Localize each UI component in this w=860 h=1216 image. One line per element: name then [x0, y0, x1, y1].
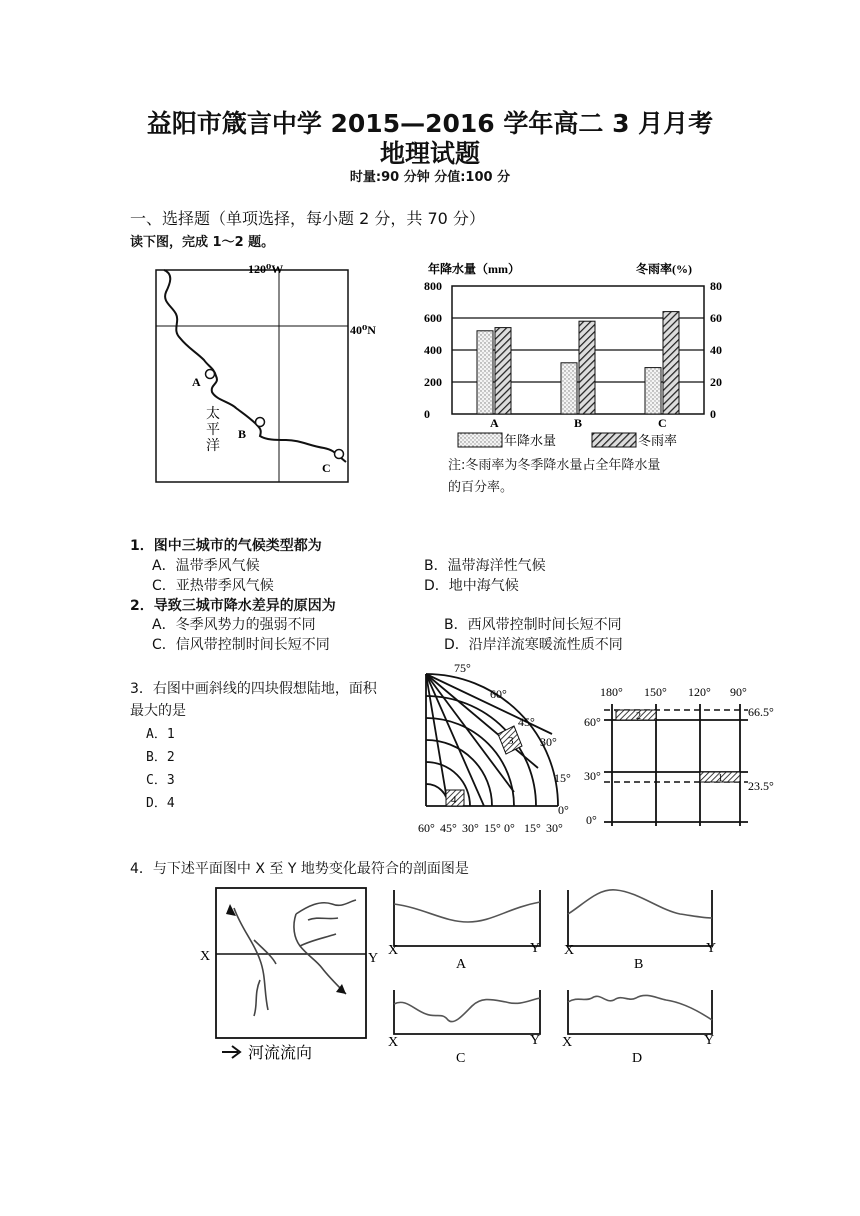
profile-b-y: Y — [706, 941, 717, 956]
profile-c-label: C — [456, 1051, 466, 1066]
q3-option-b[interactable]: B．2 — [146, 750, 175, 765]
polar-lat-30: 30° — [540, 735, 557, 749]
q1-option-b[interactable]: B．温带海洋性气候 — [424, 558, 546, 574]
polar-lat-15: 15° — [554, 771, 571, 785]
profile-a-curve — [394, 902, 540, 922]
legend-label-winter: 冬雨率 — [638, 433, 678, 448]
polar-lon-15: 15° — [484, 821, 501, 835]
ocean-char-3: 洋 — [206, 439, 220, 454]
bar-precip-B — [561, 363, 577, 414]
rect-lines — [604, 704, 748, 826]
profile-a-frame — [394, 890, 540, 946]
ocean-char-1: 太 — [206, 407, 220, 422]
chart-note — [448, 455, 660, 499]
q3-option-d[interactable]: D．4 — [146, 796, 175, 811]
rect-lon-120: 120° — [688, 685, 711, 699]
polar-lat-45: 45° — [518, 715, 535, 729]
polar-lon-15e: 15° — [524, 821, 541, 835]
polar-grid-diagram — [414, 656, 584, 838]
plan-frame — [216, 888, 366, 1038]
rect-grid-diagram — [580, 680, 792, 830]
river-legend — [222, 1044, 312, 1062]
q3-option-a[interactable]: A．1 — [146, 727, 175, 742]
precipitation-chart — [420, 258, 720, 458]
chart-legend — [456, 429, 716, 453]
chart-note-line-1: 注:冬雨率为冬季降水量占全年降水量 — [448, 458, 661, 473]
city-c-label: C — [322, 461, 331, 475]
city-c-marker — [335, 450, 344, 459]
rect-lat-0: 0° — [586, 813, 597, 827]
category-label-C: C — [658, 416, 667, 430]
block-3-label: 3 — [508, 735, 514, 747]
profile-d-x: X — [562, 1035, 573, 1050]
profile-a-x: X — [388, 943, 399, 958]
profile-c-x: X — [388, 1035, 399, 1050]
q4-stem: 4．与下述平面图中 X 至 Y 地势变化最符合的剖面图是 — [130, 861, 469, 877]
left-tick-label: 400 — [424, 343, 442, 357]
q1-option-a[interactable]: A．温带季风气候 — [152, 558, 260, 574]
profile-b-curve — [568, 890, 712, 918]
ocean-char-2: 平 — [206, 423, 220, 438]
polar-lon-45: 45° — [440, 821, 457, 835]
plan-x-label: X — [200, 949, 211, 964]
polar-lon-30: 30° — [462, 821, 479, 835]
category-label-B: B — [574, 416, 583, 430]
polar-lat-60: 60° — [490, 687, 507, 701]
right-tick-label: 80 — [710, 279, 722, 293]
city-b-marker — [256, 418, 265, 427]
profile-b-label: B — [634, 957, 644, 972]
bar-winter-C — [663, 312, 679, 414]
section-heading: 一、选择题（单项选择，每小题 2 分，共 70 分） — [130, 209, 485, 228]
right-tick-label: 60 — [710, 311, 722, 325]
left-tick-label: 200 — [424, 375, 442, 389]
block-1-label: 1 — [718, 773, 723, 784]
q2-stem: 2．导致三城市降水差异的原因为 — [130, 598, 336, 614]
river-legend-label: 河流流向 — [248, 1045, 313, 1062]
bar-winter-B — [579, 321, 595, 414]
city-b-label: B — [238, 427, 247, 441]
river-lines — [234, 900, 356, 1016]
q2-option-d[interactable]: D．沿岸洋流寒暖流性质不同 — [444, 637, 623, 653]
lon-label: 120⁰W — [248, 262, 284, 276]
q3-option-c[interactable]: C．3 — [146, 773, 175, 788]
profile-a-label: A — [456, 957, 467, 972]
q2-option-c[interactable]: C．信风带控制时间长短不同 — [152, 637, 330, 653]
polar-lat-0: 0° — [558, 803, 569, 817]
left-axis-title: 年降水量（mm） — [428, 262, 520, 276]
bar-precip-A — [477, 331, 493, 414]
left-tick-label: 800 — [424, 279, 442, 293]
lat-label: 40⁰N — [350, 323, 376, 337]
rect-lat-66: 66.5° — [748, 705, 774, 719]
profile-c-y: Y — [530, 1033, 541, 1048]
coastline — [164, 270, 346, 462]
right-tick-label: 20 — [710, 375, 722, 389]
polar-lon-0: 0° — [504, 821, 515, 835]
legend-label-precip: 年降水量 — [504, 433, 557, 448]
profile-a-y: Y — [530, 941, 541, 956]
q1-option-c[interactable]: C．亚热带季风气候 — [152, 578, 274, 594]
map-frame — [156, 270, 348, 482]
chart-note-line-2: 的百分率。 — [448, 480, 514, 495]
exam-title: 益阳市箴言中学 2015—2016 学年高二 3 月月考 — [146, 109, 714, 138]
rect-lon-90: 90° — [730, 685, 747, 699]
bar-winter-A — [495, 328, 511, 414]
polar-lat-75: 75° — [454, 661, 471, 675]
rect-lat-23: 23.5° — [748, 779, 774, 793]
profile-d-y: Y — [704, 1033, 715, 1048]
q1-stem: 1．图中三城市的气候类型都为 — [130, 538, 322, 554]
profile-d-label: D — [632, 1051, 643, 1066]
polar-lon-30e: 30° — [546, 821, 563, 835]
section-intro: 读下图，完成 1～2 题。 — [130, 235, 275, 250]
rect-lat-30: 30° — [584, 769, 601, 783]
profile-options — [384, 884, 724, 1068]
left-tick-label: 600 — [424, 311, 442, 325]
exam-subtitle: 地理试题 — [379, 139, 480, 168]
profile-d-curve — [568, 995, 712, 1020]
legend-swatch-precip — [458, 433, 502, 447]
rect-lon-150: 150° — [644, 685, 667, 699]
category-label-A: A — [490, 416, 499, 430]
right-tick-label: 0 — [710, 407, 716, 421]
q2-option-b[interactable]: B．西风带控制时间长短不同 — [444, 617, 622, 633]
city-a-label: A — [192, 375, 201, 389]
profile-b-x: X — [564, 943, 575, 958]
q3-stem-line-1: 3．右图中画斜线的四块假想陆地，面积 — [130, 681, 377, 697]
polar-lon-60: 60° — [418, 821, 435, 835]
q3-stem-line-2: 最大的是 — [130, 703, 186, 719]
rect-lat-60: 60° — [584, 715, 601, 729]
west-coast-map — [150, 258, 410, 492]
right-tick-label: 40 — [710, 343, 722, 357]
legend-swatch-winter — [592, 433, 636, 447]
city-a-marker — [206, 370, 215, 379]
plan-y-label: Y — [368, 951, 379, 966]
rect-lon-180: 180° — [600, 685, 623, 699]
block-2-label: 2 — [636, 711, 641, 722]
river-plan-map — [196, 880, 386, 1070]
right-axis-title: 冬雨率(%) — [636, 262, 692, 276]
bar-precip-C — [645, 368, 661, 414]
q2-option-a[interactable]: A．冬季风势力的强弱不同 — [152, 617, 316, 633]
block-4-label: 4 — [451, 794, 457, 806]
left-tick-label: 0 — [424, 407, 430, 421]
profile-c-curve — [394, 998, 540, 1022]
exam-meta: 时量:90 分钟 分值:100 分 — [349, 170, 511, 185]
q1-option-d[interactable]: D．地中海气候 — [424, 578, 519, 594]
